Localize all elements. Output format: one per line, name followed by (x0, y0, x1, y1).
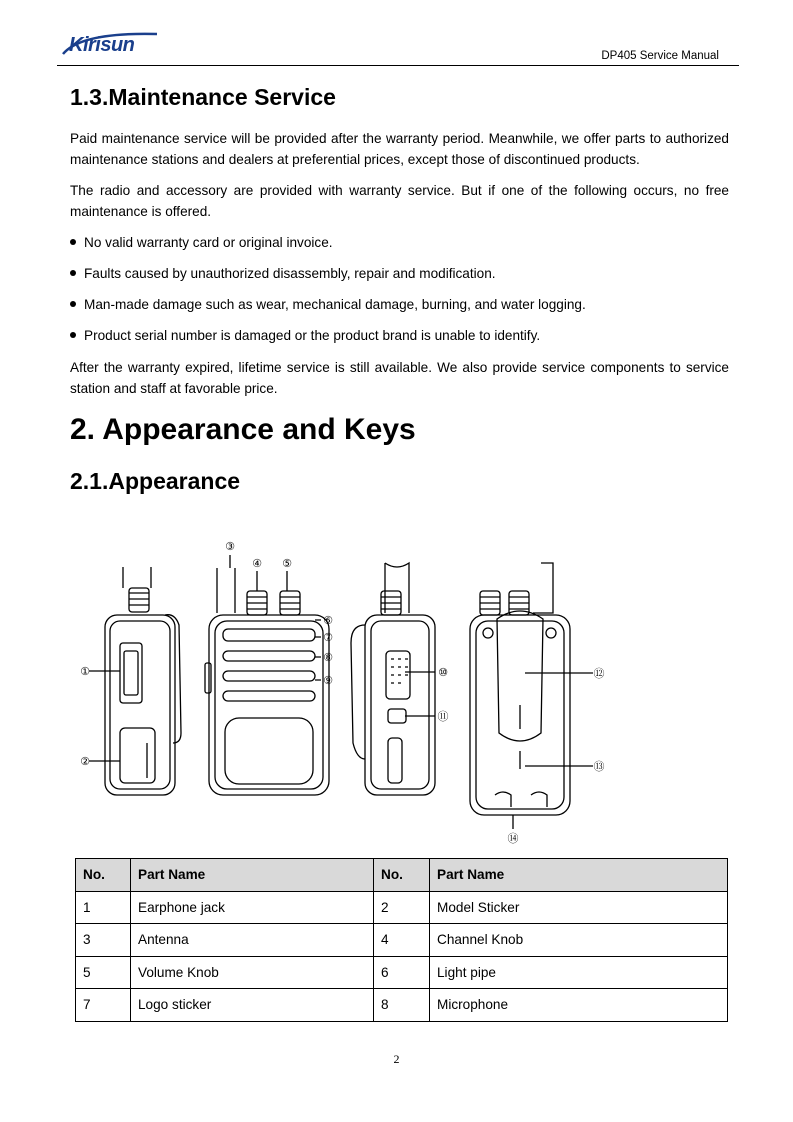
table-cell: 1 (76, 891, 131, 924)
bullet-item: No valid warranty card or original invoice. (70, 232, 333, 253)
bullet-icon (70, 270, 76, 276)
svg-text:Kirisun: Kirisun (69, 34, 135, 56)
bullet-icon (70, 239, 76, 245)
table-row (76, 989, 728, 1022)
section-heading-appearance: 2.1.Appearance (70, 468, 241, 494)
callout-5: ⑤ (282, 557, 292, 570)
table-cell: 8 (374, 989, 430, 1022)
radio-front-view (205, 568, 329, 795)
table-cell: Model Sticker (430, 891, 728, 924)
document-title: DP405 Service Manual (601, 50, 719, 62)
table-row (76, 891, 728, 924)
column-header: No. (76, 859, 131, 892)
callout-12: ⑫ (593, 667, 605, 680)
column-header: No. (374, 859, 430, 892)
table-cell: 5 (76, 956, 131, 989)
kirisun-logo (61, 30, 161, 56)
paragraph: After the warranty expired, lifetime service is still available. We also provide service components to service station and staff at favorable price. (70, 360, 729, 396)
header-divider (57, 65, 739, 66)
callout-4: ④ (252, 557, 262, 570)
callout-8: ⑧ (323, 651, 333, 664)
page-number: 2 (393, 1052, 400, 1066)
table-cell: Earphone jack (131, 891, 374, 924)
table-cell: Antenna (131, 924, 374, 957)
callout-2: ② (80, 755, 90, 768)
table-cell: 3 (76, 924, 131, 957)
table-cell: Light pipe (430, 956, 728, 989)
table-row (76, 956, 728, 989)
radio-appearance-figure (75, 533, 635, 851)
paragraph: The radio and accessory are provided with warranty service. But if one of the following occurs, no free maintenance is offered. (70, 183, 729, 219)
callout-14: ⑭ (507, 832, 519, 845)
callout-11: ⑪ (437, 710, 449, 723)
bullet-icon (70, 332, 76, 338)
bullet-item: Product serial number is damaged or the product brand is unable to identify. (70, 325, 540, 346)
radio-side-view-right (351, 563, 435, 795)
callout-1: ① (80, 665, 90, 678)
table-row (76, 924, 728, 957)
page-header (57, 30, 739, 66)
parts-table (75, 858, 728, 1022)
chapter-heading-appearance-keys: 2. Appearance and Keys (70, 413, 416, 446)
table-cell: 6 (374, 956, 430, 989)
table-cell: Channel Knob (430, 924, 728, 957)
callout-10: ⑩ (438, 666, 448, 679)
table-cell: Microphone (430, 989, 728, 1022)
section-heading-maintenance: 1.3.Maintenance Service (70, 84, 336, 110)
callout-9: ⑨ (323, 674, 333, 687)
callout-7: ⑦ (323, 631, 333, 644)
table-cell: 7 (76, 989, 131, 1022)
table-header-row (76, 859, 728, 892)
bullet-icon (70, 301, 76, 307)
column-header: Part Name (430, 859, 728, 892)
table-cell: Logo sticker (131, 989, 374, 1022)
callout-6: ⑥ (323, 614, 333, 627)
table-cell: 4 (374, 924, 430, 957)
bullet-item: Man-made damage such as wear, mechanical damage, burning, and water logging. (70, 294, 586, 315)
table-cell: 2 (374, 891, 430, 924)
table-cell: Volume Knob (131, 956, 374, 989)
column-header: Part Name (131, 859, 374, 892)
callout-13: ⑬ (593, 760, 605, 773)
bullet-item: Faults caused by unauthorized disassembly, repair and modification. (70, 263, 496, 284)
callout-3: ③ (225, 540, 235, 553)
paragraph: Paid maintenance service will be provided after the warranty period. Meanwhile, we offer parts to authorized maintenance stations and dealers at preferential prices, except those of discontinued products. (70, 131, 729, 167)
radio-back-view (470, 563, 570, 815)
